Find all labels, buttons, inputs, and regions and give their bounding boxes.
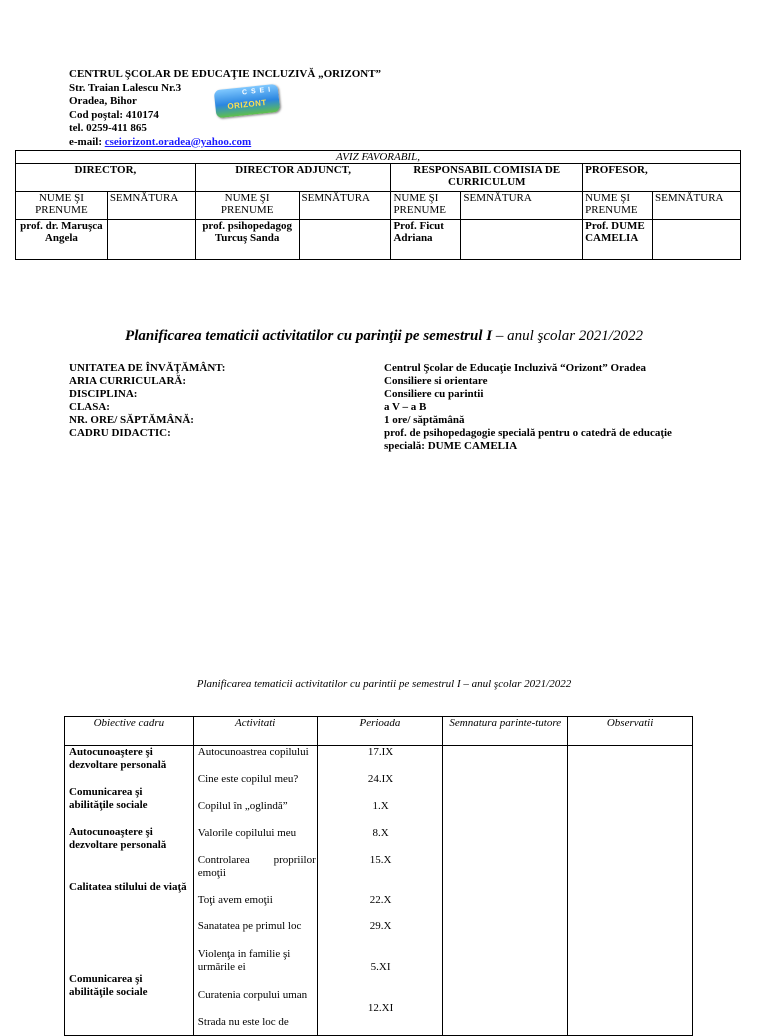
name-label: NUME ŞI PRENUME	[16, 192, 108, 220]
objective-item: Autocunoaştere şi dezvoltare personală	[69, 826, 167, 851]
header-period: Perioada	[317, 717, 443, 746]
info-value: Consiliere cu parintii	[384, 388, 484, 400]
name-label: NUME ŞI PRENUME	[195, 192, 299, 220]
info-value: a V – a B	[384, 401, 427, 413]
period-item: 12.XI	[367, 1002, 394, 1014]
role-deputy-director: DIRECTOR ADJUNCT,	[195, 164, 391, 192]
periods-cell	[317, 746, 443, 1036]
activities-cell	[193, 746, 317, 1036]
teacher-name: Prof. DUME CAMELIA	[583, 220, 653, 260]
info-value: Consiliere si orientare	[384, 375, 488, 387]
period-item: 22.X	[369, 894, 392, 906]
info-value: Centrul Şcolar de Educaţie Incluzivă “Orizont” Oradea	[384, 362, 646, 374]
sign-label: SEMNĂTURA	[107, 192, 195, 220]
name-label: NUME ŞI PRENUME	[391, 192, 461, 220]
info-label: CADRU DIDACTIC:	[69, 427, 171, 439]
activity-item: Toţi avem emoţii	[197, 894, 273, 906]
activity-item: Violenţa in familie şi urmările ei	[197, 948, 291, 973]
header-observations: Observatii	[568, 717, 693, 746]
school-postal: Cod poştal: 410174	[69, 108, 159, 121]
email-link[interactable]: cseiorizont.oradea@yahoo.com	[104, 135, 252, 148]
role-director: DIRECTOR,	[16, 164, 196, 192]
logo-text-top: C S E I	[241, 86, 272, 97]
period-item: 17.IX	[367, 746, 394, 758]
signature-cell	[443, 746, 568, 1036]
info-value: 1 ore/ săptămână	[384, 414, 465, 426]
objective-item: Comunicarea şi abilităţile sociale	[69, 973, 148, 998]
objective-item: Comunicarea şi abilităţile sociale	[69, 786, 148, 811]
info-label: NR. ORE/ SĂPTĂMÂNĂ:	[69, 414, 194, 426]
school-email-line	[69, 136, 381, 150]
period-item: 24.IX	[367, 773, 394, 785]
school-street: Str. Traian Lalescu Nr.3	[69, 81, 182, 94]
info-labels	[69, 362, 225, 440]
activity-item: Controlarea propriilor emoţii	[197, 854, 316, 879]
objective-item: Autocunoaştere şi dezvoltare personală	[69, 746, 167, 771]
period-item: 29.X	[369, 920, 392, 932]
activity-item: Autocunoastrea copilului	[197, 746, 309, 758]
period-item: 5.XI	[370, 961, 391, 973]
sign-label: SEMNĂTURA	[653, 192, 741, 220]
activity-item: Sanatatea pe primul loc	[197, 920, 302, 932]
observations-cell	[568, 746, 693, 1036]
school-city: Oradea, Bihor	[69, 95, 137, 107]
info-label: CLASA:	[69, 401, 110, 413]
director-signature	[107, 220, 195, 260]
deputy-director-signature	[299, 220, 391, 260]
document-title	[0, 328, 768, 345]
info-values	[384, 362, 714, 453]
period-item: 8.X	[372, 827, 389, 839]
role-curriculum-head: RESPONSABIL COMISIA DE CURRICULUM	[391, 164, 583, 192]
approval-table	[15, 150, 741, 260]
document-title-main: Planificarea tematicii activitatilor cu parinţii pe semestrul I	[125, 328, 493, 344]
info-value: prof. de psihopedagogie specială pentru o catedră de educaţie specială: DUME CAMELIA	[384, 427, 672, 452]
approval-title: AVIZ FAVORABIL,	[16, 151, 741, 164]
sign-label: SEMNĂTURA	[299, 192, 391, 220]
name-label: NUME ŞI PRENUME	[583, 192, 653, 220]
email-label: e-mail:	[69, 135, 105, 148]
objectives-cell	[65, 746, 194, 1036]
activity-item: Strada nu este loc de	[197, 1016, 289, 1028]
plan-title: Planificarea tematicii activitatilor cu parintii pe semestrul I – anul şcolar 2021/2022	[196, 678, 572, 690]
plan-table	[64, 716, 693, 1036]
teacher-signature	[653, 220, 741, 260]
curriculum-head-signature	[461, 220, 583, 260]
header-activities: Activitati	[193, 717, 317, 746]
document-title-year: – anul şcolar 2021/2022	[492, 328, 643, 344]
director-name: prof. dr. Maruşca Angela	[16, 220, 108, 260]
info-label: DISCIPLINA:	[69, 388, 138, 400]
header-signature: Semnatura parinte-tutore	[443, 717, 568, 746]
sign-label: SEMNĂTURA	[461, 192, 583, 220]
objective-item: Calitatea stilului de viaţă	[69, 881, 187, 893]
activity-item: Valorile copilului meu	[197, 827, 297, 839]
curriculum-head-name: Prof. Ficut Adriana	[391, 220, 461, 260]
school-phone: tel. 0259-411 865	[69, 122, 147, 134]
activity-item: Cine este copilul meu?	[197, 773, 299, 785]
deputy-director-name: prof. psihopedagog Turcuş Sanda	[195, 220, 299, 260]
header-objectives: Obiective cadru	[65, 717, 194, 746]
school-name: CENTRUL ŞCOLAR DE EDUCAŢIE INCLUZIVĂ „ORIZONT”	[69, 68, 382, 80]
logo-text-bottom: ORIZONT	[227, 97, 268, 112]
info-label: ARIA CURRICULARĂ:	[69, 375, 187, 387]
period-item: 15.X	[369, 854, 392, 866]
info-label: UNITATEA DE ÎNVĂŢĂMÂNT:	[69, 362, 226, 374]
role-teacher: PROFESOR,	[583, 164, 741, 192]
activity-item: Curatenia corpului uman	[197, 989, 308, 1001]
activity-item: Copilul în „oglindă”	[197, 800, 288, 812]
period-item: 1.X	[372, 800, 389, 812]
